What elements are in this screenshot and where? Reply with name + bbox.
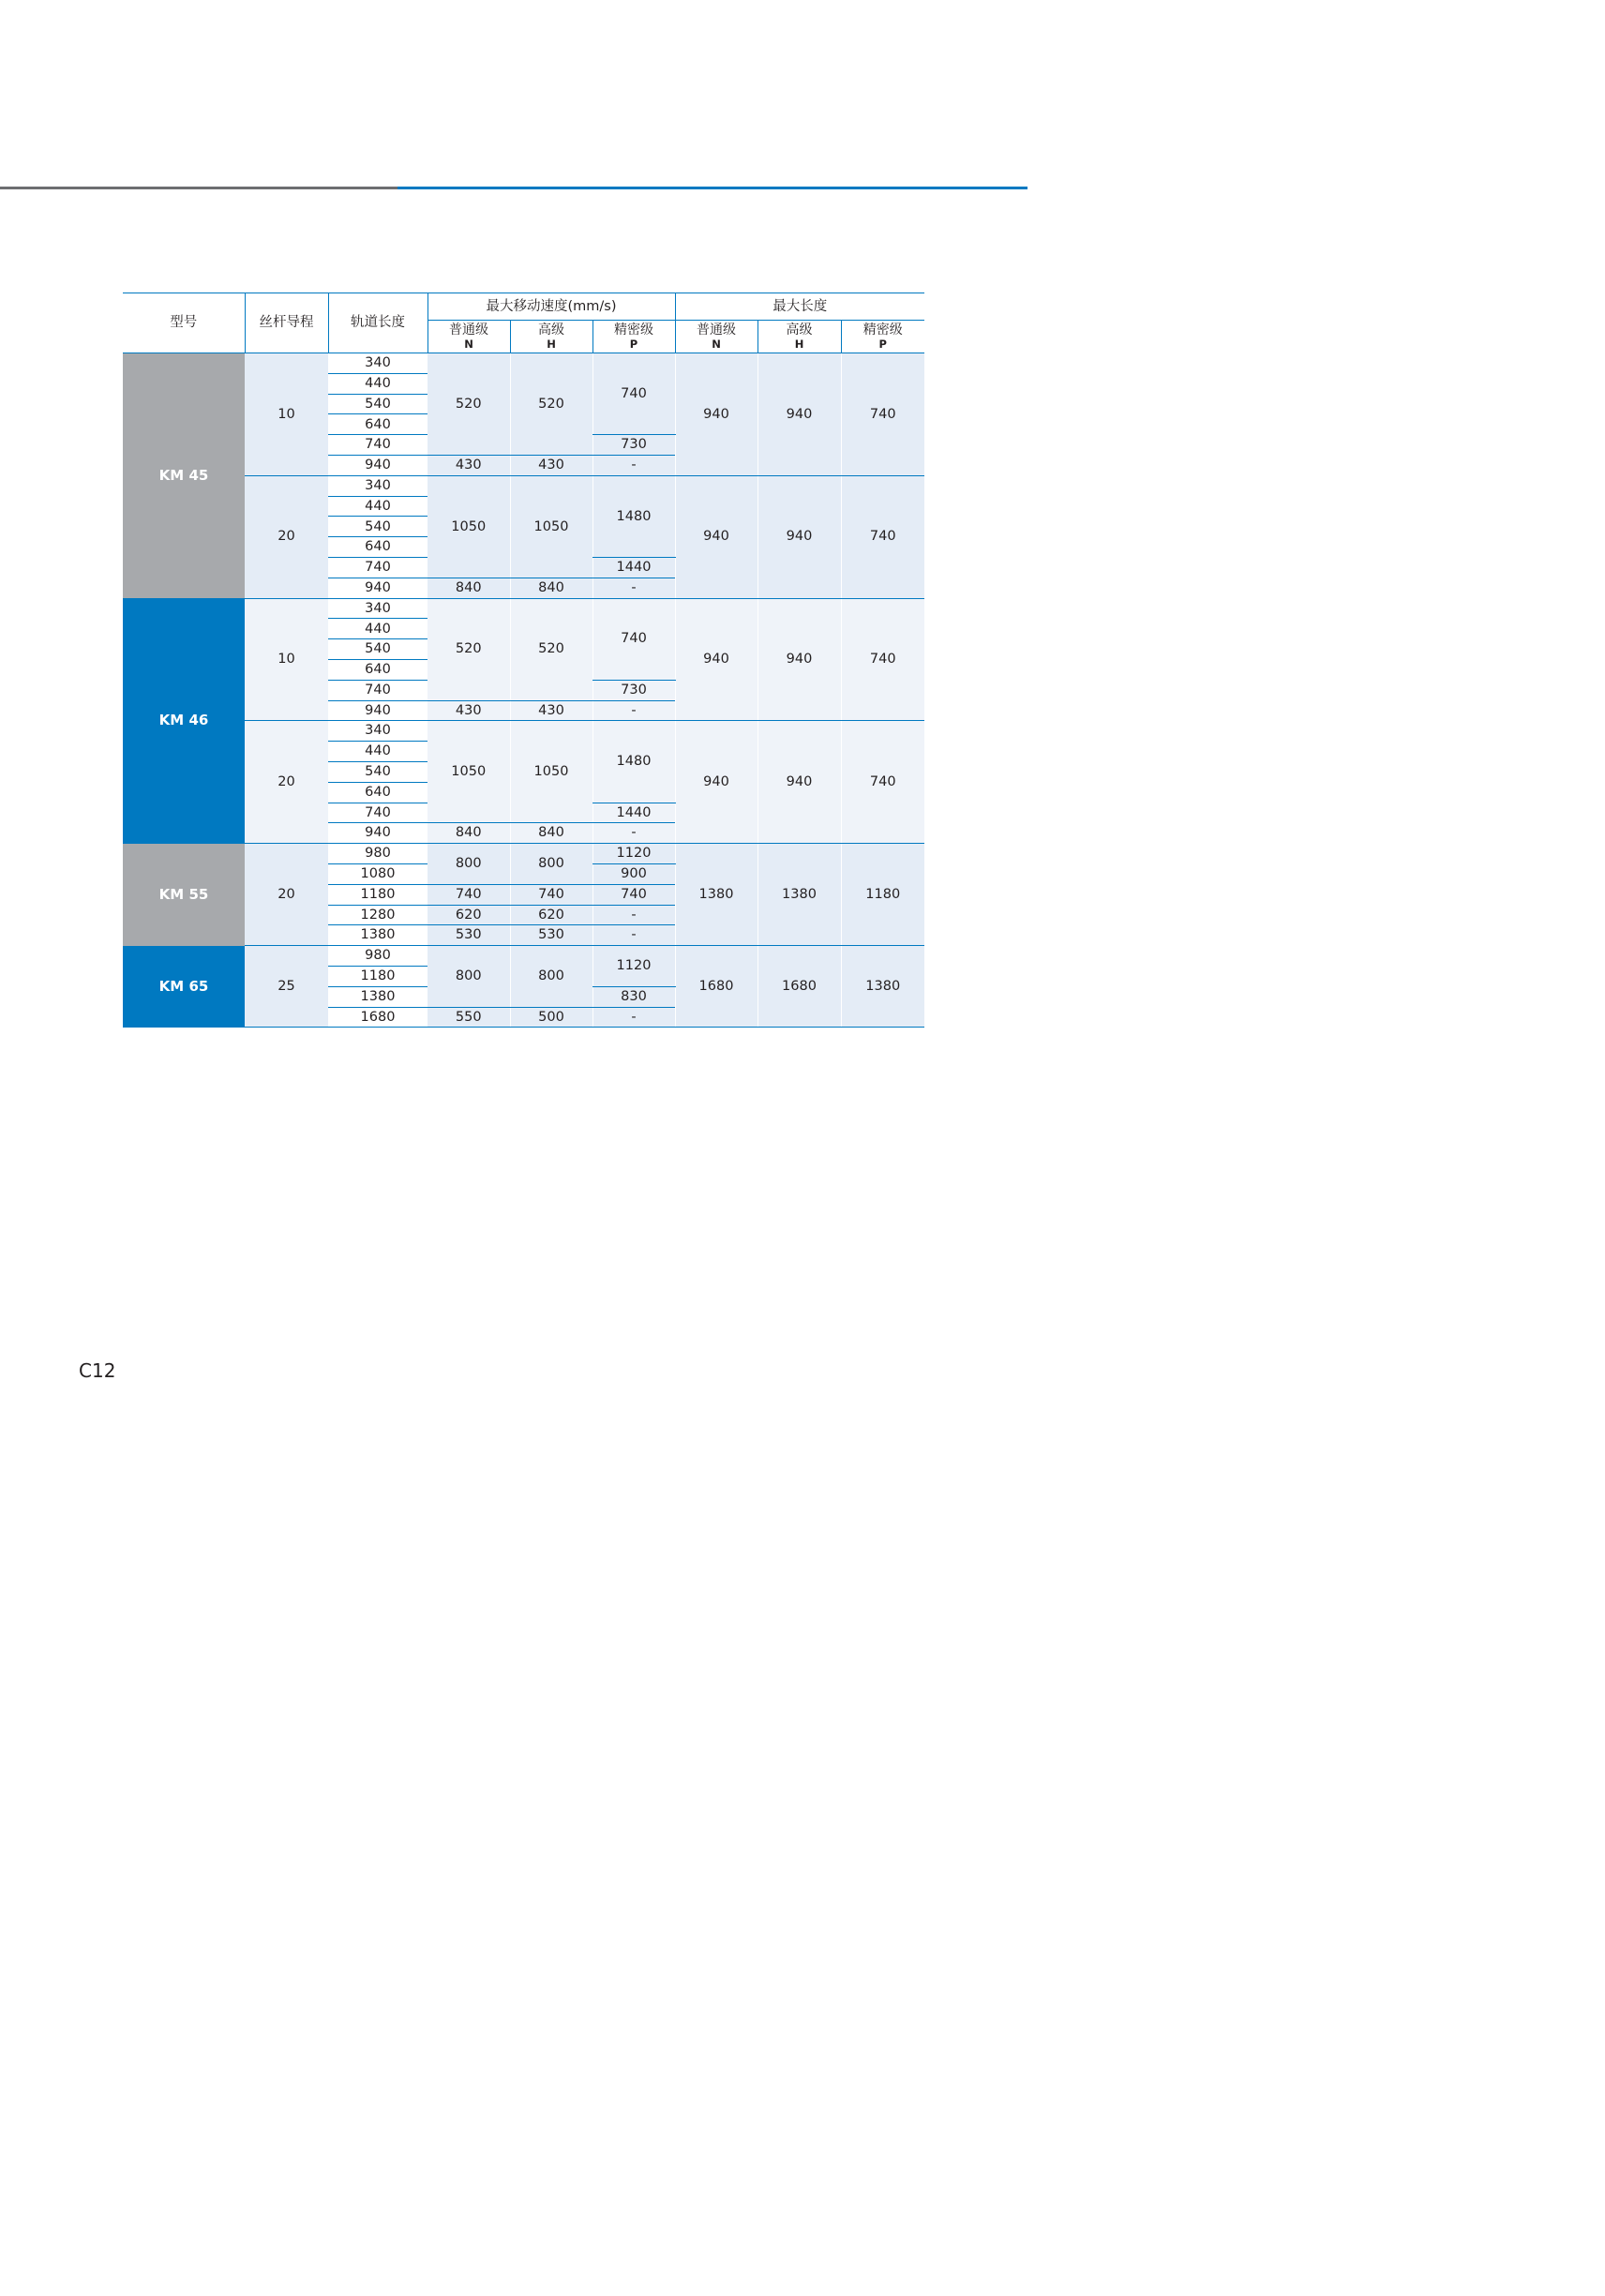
rail-length-cell: 940	[328, 823, 428, 844]
speed-n-cell: 550	[428, 1007, 510, 1028]
speed-n-cell: 800	[428, 844, 510, 885]
rail-length-cell: 980	[328, 946, 428, 967]
rail-length-cell: 1680	[328, 1007, 428, 1028]
page-number: C12	[79, 1359, 116, 1382]
rail-length-cell: 1180	[328, 966, 428, 986]
speed-h-cell: 530	[510, 925, 592, 946]
lead-cell: 10	[245, 598, 328, 721]
speed-p-cell: -	[592, 1007, 675, 1028]
length-h-cell: 1380	[758, 844, 841, 946]
header-length-grade-p: 精密级 P	[841, 321, 924, 353]
speed-n-cell: 740	[428, 884, 510, 905]
header-rule-gray	[0, 187, 398, 189]
rail-length-cell: 340	[328, 721, 428, 742]
speed-h-cell: 1050	[510, 475, 592, 578]
length-n-cell: 940	[675, 353, 758, 476]
length-n-cell: 1680	[675, 946, 758, 1028]
rail-length-cell: 540	[328, 639, 428, 660]
speed-h-cell: 520	[510, 598, 592, 700]
rail-length-cell: 540	[328, 517, 428, 537]
rail-length-cell: 340	[328, 475, 428, 496]
rail-length-cell: 940	[328, 700, 428, 721]
speed-n-cell: 520	[428, 353, 510, 456]
speed-n-cell: 840	[428, 823, 510, 844]
rail-length-cell: 440	[328, 373, 428, 394]
speed-h-cell: 740	[510, 884, 592, 905]
length-h-cell: 940	[758, 598, 841, 721]
header-speed-grade-p: 精密级 P	[592, 321, 675, 353]
length-p-cell: 1180	[841, 844, 924, 946]
speed-p-cell: 740	[592, 353, 675, 435]
rail-length-cell: 940	[328, 455, 428, 475]
header-length-grade-h: 高级 H	[758, 321, 841, 353]
speed-p-cell: 740	[592, 598, 675, 680]
speed-n-cell: 520	[428, 598, 510, 700]
length-n-cell: 940	[675, 598, 758, 721]
spec-table	[123, 293, 924, 1028]
rail-length-cell: 1380	[328, 986, 428, 1007]
rail-length-cell: 340	[328, 598, 428, 619]
speed-n-cell: 530	[428, 925, 510, 946]
rail-length-cell: 440	[328, 496, 428, 517]
length-n-cell: 940	[675, 475, 758, 598]
rail-length-cell: 1080	[328, 863, 428, 884]
speed-p-cell: 1480	[592, 475, 675, 557]
header-screw-lead: 丝杆导程	[245, 293, 328, 353]
speed-p-cell: 1480	[592, 721, 675, 803]
table-row	[123, 353, 924, 374]
rail-length-cell: 980	[328, 844, 428, 864]
rail-length-cell: 740	[328, 557, 428, 578]
speed-p-cell: -	[592, 905, 675, 925]
rail-length-cell: 440	[328, 619, 428, 639]
rail-length-cell: 540	[328, 394, 428, 414]
length-p-cell: 740	[841, 475, 924, 598]
speed-h-cell: 430	[510, 455, 592, 475]
rail-length-cell: 440	[328, 742, 428, 762]
speed-p-cell: 1440	[592, 557, 675, 578]
speed-h-cell: 840	[510, 823, 592, 844]
length-n-cell: 940	[675, 721, 758, 844]
header-length-grade-n: 普通级 N	[675, 321, 758, 353]
rail-length-cell: 740	[328, 435, 428, 456]
length-n-cell: 1380	[675, 844, 758, 946]
model-cell: KM 46	[123, 598, 245, 844]
speed-h-cell: 1050	[510, 721, 592, 823]
speed-p-cell: -	[592, 925, 675, 946]
speed-n-cell: 620	[428, 905, 510, 925]
length-p-cell: 740	[841, 353, 924, 476]
rail-length-cell: 1280	[328, 905, 428, 925]
speed-p-cell: 830	[592, 986, 675, 1007]
speed-h-cell: 800	[510, 946, 592, 1007]
table-row	[123, 844, 924, 864]
length-h-cell: 940	[758, 475, 841, 598]
speed-h-cell: 500	[510, 1007, 592, 1028]
speed-n-cell: 800	[428, 946, 510, 1007]
rail-length-cell: 640	[328, 537, 428, 558]
rail-length-cell: 340	[328, 353, 428, 374]
rail-length-cell: 740	[328, 803, 428, 823]
length-p-cell: 740	[841, 598, 924, 721]
header-model: 型号	[123, 293, 245, 353]
header-speed-grade-h: 高级 H	[510, 321, 592, 353]
length-h-cell: 940	[758, 721, 841, 844]
model-cell: KM 45	[123, 353, 245, 599]
speed-p-cell: -	[592, 455, 675, 475]
speed-h-cell: 840	[510, 578, 592, 598]
table-body	[123, 353, 924, 1028]
header-max-speed: 最大移动速度(mm/s)	[428, 293, 675, 321]
header-rule-blue	[398, 187, 1028, 189]
length-p-cell: 740	[841, 721, 924, 844]
lead-cell: 20	[245, 721, 328, 844]
speed-p-cell: 900	[592, 863, 675, 884]
speed-p-cell: 1120	[592, 946, 675, 987]
speed-h-cell: 800	[510, 844, 592, 885]
header-rail-length: 轨道长度	[328, 293, 428, 353]
rail-length-cell: 540	[328, 761, 428, 782]
rail-length-cell: 1380	[328, 925, 428, 946]
rail-length-cell: 640	[328, 414, 428, 435]
length-h-cell: 940	[758, 353, 841, 476]
length-p-cell: 1380	[841, 946, 924, 1028]
speed-n-cell: 1050	[428, 721, 510, 823]
speed-n-cell: 1050	[428, 475, 510, 578]
speed-n-cell: 430	[428, 455, 510, 475]
speed-h-cell: 520	[510, 353, 592, 456]
speed-n-cell: 430	[428, 700, 510, 721]
lead-cell: 20	[245, 844, 328, 946]
speed-p-cell: 1120	[592, 844, 675, 864]
rail-length-cell: 740	[328, 680, 428, 700]
speed-p-cell: 740	[592, 884, 675, 905]
speed-p-cell: -	[592, 700, 675, 721]
header-max-length: 最大长度	[675, 293, 924, 321]
rail-length-cell: 1180	[328, 884, 428, 905]
rail-length-cell: 640	[328, 659, 428, 680]
rail-length-cell: 940	[328, 578, 428, 598]
lead-cell: 10	[245, 353, 328, 476]
speed-p-cell: -	[592, 578, 675, 598]
table-row	[123, 598, 924, 619]
speed-p-cell: 730	[592, 680, 675, 700]
speed-n-cell: 840	[428, 578, 510, 598]
rail-length-cell: 640	[328, 782, 428, 803]
speed-h-cell: 620	[510, 905, 592, 925]
header-speed-grade-n: 普通级 N	[428, 321, 510, 353]
model-cell: KM 65	[123, 946, 245, 1028]
speed-p-cell: -	[592, 823, 675, 844]
model-cell: KM 55	[123, 844, 245, 946]
speed-p-cell: 730	[592, 435, 675, 456]
table-header	[123, 293, 924, 353]
lead-cell: 25	[245, 946, 328, 1028]
lead-cell: 20	[245, 475, 328, 598]
speed-p-cell: 1440	[592, 803, 675, 823]
length-h-cell: 1680	[758, 946, 841, 1028]
speed-h-cell: 430	[510, 700, 592, 721]
table-row	[123, 946, 924, 967]
